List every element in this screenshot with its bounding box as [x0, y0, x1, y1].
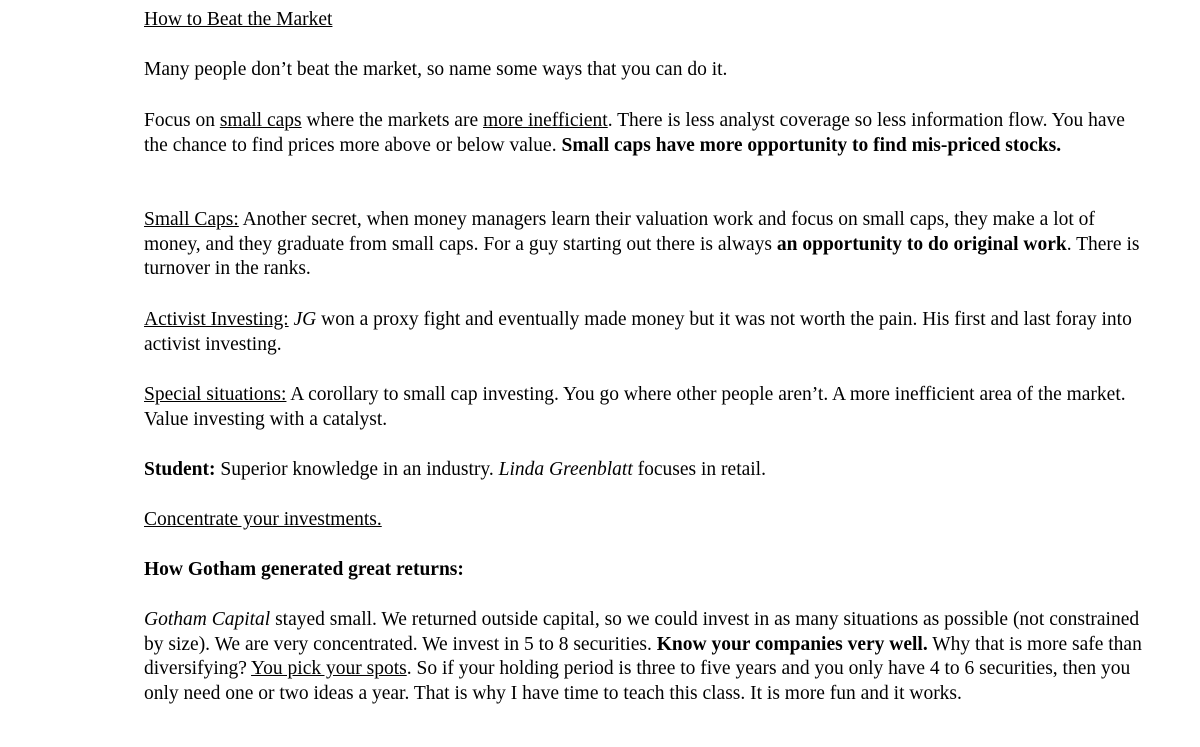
pick-spots-underlined: You pick your spots — [251, 658, 407, 679]
title-text: How to Beat the Market — [144, 9, 333, 30]
concentrate-heading: Concentrate your investments. — [144, 509, 382, 530]
special-situations-heading: Special situations: — [144, 384, 287, 405]
small-caps-paragraph: Small Caps: Another secret, when money managers learn their valuation work and focus on small caps, they make a lot of money, and they graduate from small caps. For a guy starting out there is always an opportunity to do original work. There is turnover in the ranks. — [144, 209, 1140, 279]
document-title — [144, 8, 332, 33]
gotham-heading: How Gotham generated great returns: — [144, 559, 464, 580]
special-situations-paragraph: Special situations: A corollary to small cap investing. You go where other people aren’t. A more inefficient area of the market. Value investing with a catalyst. — [144, 384, 1126, 430]
small-caps-heading: Small Caps: — [144, 209, 239, 230]
intro-paragraph: Many people don’t beat the market, so name some ways that you can do it. — [144, 59, 728, 80]
small-caps-term: small caps — [219, 110, 302, 131]
student-heading: Student: — [144, 459, 216, 480]
focus-paragraph: Focus on small caps where the markets are more inefficient. There is less analyst coverage so less information flow. You have the chance to find prices more above or below value. Small caps have more opportunity to find mis-priced stocks. — [144, 110, 1125, 156]
activist-heading: Activist Investing: — [144, 309, 289, 330]
linda-greenblatt: Linda Greenblatt — [498, 459, 633, 480]
more-inefficient-term: more inefficient — [483, 110, 608, 131]
gotham-capital: Gotham Capital — [144, 609, 271, 630]
gotham-paragraph: Gotham Capital stayed small. We returned outside capital, so we could invest in as many situations as possible (not constrained by size). We are very concentrated. We invest in 5 to 8 securities. Know your companies very well. Why that is more safe than diversifying? You pick your spots. So if your holding period is three to five years and you only have 4 to 6 securities, then you only need one or two ideas a year. That is why I have time to teach this class. It is more fun and it works. — [144, 609, 1142, 704]
student-paragraph: Student: Superior knowledge in an industry. Linda Greenblatt focuses in retail. — [144, 459, 766, 480]
jg-initials: JG — [293, 309, 317, 330]
know-companies-bold: Know your companies very well. — [656, 633, 928, 655]
activist-paragraph: Activist Investing: JG won a proxy fight and eventually made money but it was not worth the pain. His first and last foray into activist investing. — [144, 309, 1132, 355]
focus-bold-statement: Small caps have more opportunity to find mis-priced stocks. — [561, 134, 1062, 156]
small-caps-bold: an opportunity to do original work — [776, 233, 1067, 255]
